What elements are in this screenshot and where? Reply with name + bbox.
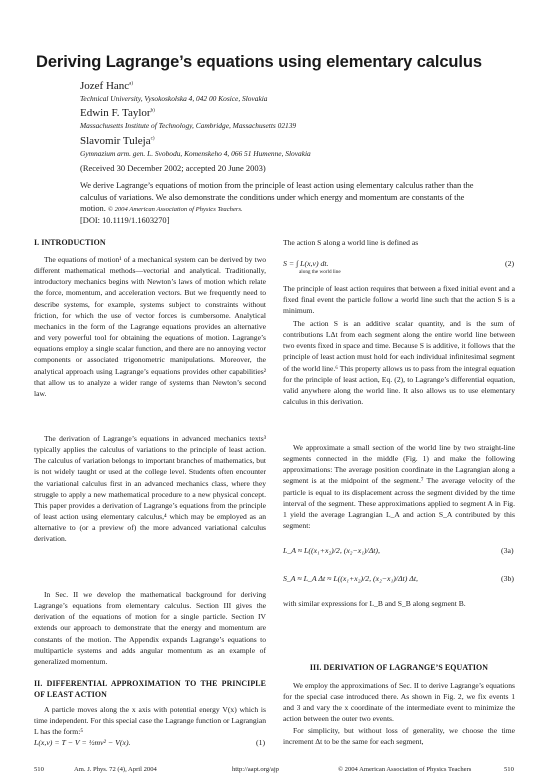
intro-paragraph-2: The derivation of Lagrange’s equations in advanced mechanics texts³ typically applies the calculus of variations to the principle of least action. The calculus of variation belongs to important branches of mathematics, but is not widely taught or used at the college level. Students often encounter the variational calculus first in an advanced mechanics class, where they struggle to apply a new mathematical procedure to a new physical concept. This paper provides a derivation of Lagrange’s equations from the principle of least action using elementary calculus,⁴ which may be employed as an alternative to (or a preview of) the more advanced variational calculus derivation. bbox=[34, 434, 266, 544]
author-2 bbox=[80, 107, 155, 119]
page-number-left: 510 bbox=[34, 766, 44, 773]
equation-3a-number: (3a) bbox=[501, 546, 514, 555]
right-paragraph-5: We employ the approximations of Sec. II to derive Lagrange’s equations for the special case introduced there. As shown in Fig. 2, we fix events 1 and 3 and vary the x coordinate of the intermediate event to minimize the action between the outer two events. bbox=[283, 681, 515, 724]
author-name: Jozef Hanc bbox=[80, 80, 130, 92]
author-3 bbox=[80, 135, 154, 147]
author-mark: b) bbox=[150, 108, 155, 114]
journal-citation: Am. J. Phys. 72 (4), April 2004 bbox=[74, 766, 157, 773]
footer-copyright: © 2004 American Association of Physics Teachers bbox=[338, 766, 472, 773]
right-paragraph-2: The action S is an additive scalar quantity, and is the sum of contributions LΔt from each segment along the entire world line between two events fixed in space and time. Because S is additive, it follows that the principle of least action must hold for each individual infinitesimal segment of the world line.⁶ This property allows us to pass from the integral equation for the principle of least action, Eq. (2), to Lagrange’s differential equation, valid anywhere along the world line. It also allows us to use elementary calculus in this derivation. bbox=[283, 319, 515, 407]
section-heading-ii: II. DIFFERENTIAL APPROXIMATION TO THE PRINCIPLE OF LEAST ACTION bbox=[34, 679, 266, 699]
affiliation-2: Massachusetts Institute of Technology, Cambridge, Massachusetts 02139 bbox=[80, 121, 297, 130]
equation-3a: L_A ≈ L((x₁+x₂)/2, (x₂−x₁)/Δt), bbox=[283, 546, 380, 555]
right-paragraph-1: The principle of least action requires that between a fixed initial event and a fixed final event the particle follow a world line such that the action S is a minimum. bbox=[283, 284, 515, 316]
equation-2-subscript: along the world line bbox=[299, 269, 341, 275]
author-name: Slavomir Tuleja bbox=[80, 135, 151, 147]
right-paragraph-3: We approximate a small section of the world line by two straight-line segments connected in the middle (Fig. 1) and make the following approximations: The average position coordinate in the Lagrangian along a segment is at the midpoint of the segment.⁷ The average velocity of the particle is equal to its displacement across the segment divided by the time interval of the segment. These approximations applied to segment A in Fig. 1 yield the average Lagrangian L_A and action S_A contributed by this segment: bbox=[283, 443, 515, 531]
right-paragraph-6: For simplicity, but without loss of generality, we choose the time increment Δt to be the same for each segment, bbox=[283, 726, 515, 747]
author-mark: c) bbox=[150, 136, 155, 142]
author-1 bbox=[80, 80, 133, 92]
section-heading-iii: III. DERIVATION OF LAGRANGE’S EQUATION bbox=[309, 663, 489, 672]
equation-1: L(x,v) = T − V = ½mv² − V(x). bbox=[34, 738, 131, 747]
page-number-right: 510 bbox=[504, 766, 514, 773]
equation-2-number: (2) bbox=[505, 259, 515, 268]
paper-title: Deriving Lagrange’s equations using elementary calculus bbox=[36, 53, 482, 71]
sec2-paragraph-1: A particle moves along the x axis with potential energy V(x) which is time independent. For this special case the Lagrange function or Lagrangian L has the form:⁵ bbox=[34, 705, 266, 737]
author-name: Edwin F. Taylor bbox=[80, 107, 151, 119]
right-paragraph-4: with similar expressions for L_B and S_B along segment B. bbox=[283, 599, 466, 608]
equation-3b: S_A ≈ L_A Δt ≈ L((x₁+x₂)/2, (x₂−x₁)/Δt) Δt, bbox=[283, 574, 418, 583]
equation-1-number: (1) bbox=[256, 738, 266, 747]
intro-paragraph-3: In Sec. II we develop the mathematical background for deriving Lagrange’s equations from elementary calculus. Section III gives the derivation of the equations of motion for a single particle. Section IV extends our approach to demonstrate that the energy and momentum are constants of the motion. The Appendix expands Lagrange’s equations to multiparticle systems and adds angular momentum as an example of generalized momentum. bbox=[34, 590, 266, 666]
action-intro: The action S along a world line is defined as bbox=[283, 238, 419, 247]
author-mark: a) bbox=[129, 81, 134, 87]
abstract-copyright: © 2004 American Association of Physics Teachers. bbox=[107, 206, 243, 214]
affiliation-3: Gymnazium arm. gen. L. Svobodu, Komenskeho 4, 066 51 Humenne, Slovakia bbox=[80, 149, 311, 158]
equation-3b-number: (3b) bbox=[501, 574, 514, 583]
abstract-text: We derive Lagrange’s equations of motion from the principle of least action using elementary calculus rather than the calculus of variations. We also demonstrate the conditions under which energy and momentum are constants of the motion. bbox=[80, 181, 474, 214]
equation-2: S = ∫ L(x,v) dt. bbox=[283, 259, 329, 268]
section-heading-introduction: I. INTRODUCTION bbox=[34, 238, 106, 247]
received-dates: (Received 30 December 2002; accepted 20 June 2003) bbox=[80, 163, 266, 173]
doi-link[interactable]: [DOI: 10.1119/1.1603270] bbox=[80, 216, 170, 225]
journal-url[interactable]: http://aapt.org/ajp bbox=[232, 766, 279, 773]
abstract bbox=[80, 180, 480, 216]
intro-paragraph-1: The equations of motion¹ of a mechanical system can be derived by two different mathematical methods—vectorial and analytical. Traditionally, introductory mechanics begins with Newton’s laws of motion which relate the force, momentum, and acceleration vectors. But we frequently need to describe systems, for example, systems subject to constraints without friction, for which the use of vector forces is cumbersome. Analytical mechanics in the form of the Lagrange equations provides an alternative and very powerful tool for obtaining the equations of motion. Lagrange’s equations employ a single scalar function, and there are no annoying vector components or associated trigonometric manipulations. Moreover, the analytical approach using Lagrange’s equations provides other capabilities² that allow us to analyze a wider range of systems than Newton’s second law. bbox=[34, 255, 266, 398]
affiliation-1: Technical University, Vysokoskolska 4, 042 00 Kosice, Slovakia bbox=[80, 94, 268, 103]
